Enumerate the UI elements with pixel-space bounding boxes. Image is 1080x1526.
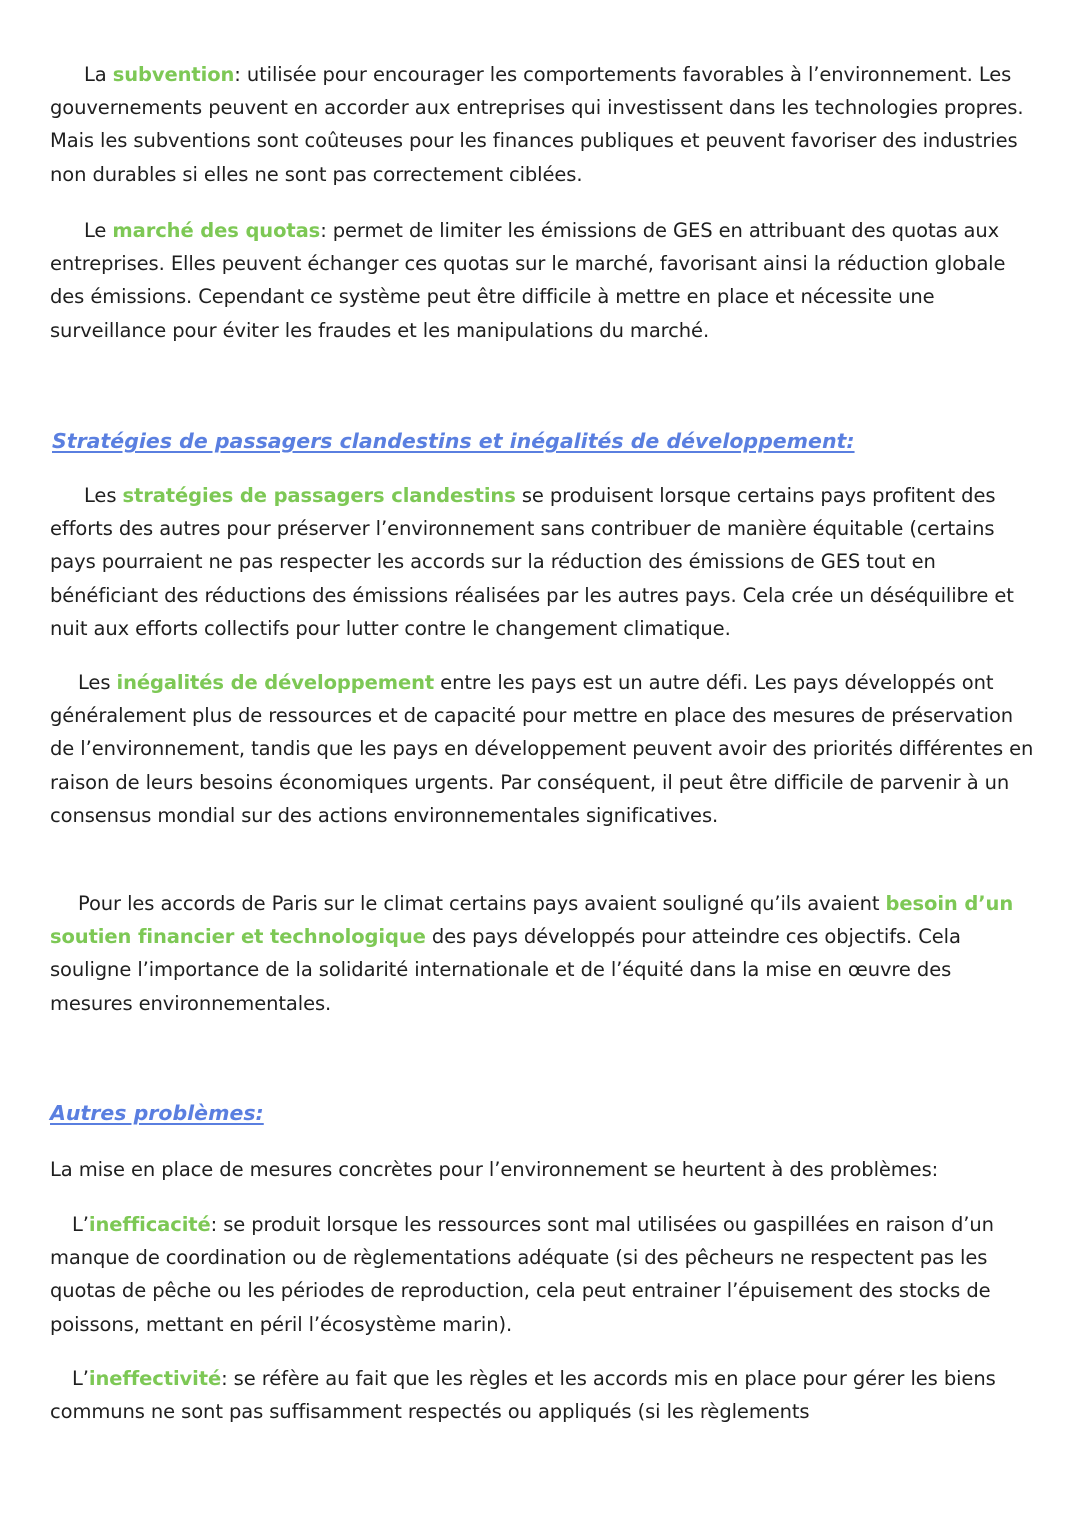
section-heading-autres-problemes: Autres problèmes: xyxy=(50,1101,264,1125)
highlight-term: inefficacité xyxy=(88,1213,211,1236)
highlight-term: ineffectivité xyxy=(88,1367,222,1390)
paragraph-inefficacite: L’inefficacité: se produit lorsque les ressources sont mal utilisées ou gaspillées en raison d’un manque de coordination ou de règlementations adéquate (si des pêcheurs ne respectent pas les quotas de pêche ou les périodes de reproduction, cela peut entrainer l’épuisement des stocks de poissons, mettant en péril l’écosystème marin). xyxy=(50,1213,994,1336)
paragraph-marche-quotas: Le marché des quotas: permet de limiter les émissions de GES en attribuant des quotas aux entreprises. Elles peuvent échanger ces quotas sur le marché, favorisant ainsi la réduction globale des émissions. Cependant ce système peut être difficile à mettre en place et nécessite une surveillance pour éviter les fraudes et les manipulations du marché. xyxy=(50,219,1006,342)
paragraph-accords-paris: Pour les accords de Paris sur le climat certains pays avaient souligné qu’ils avaient besoin d’un soutien financier et technologique des pays développés pour atteindre ces objectifs. Cela souligne l’importance de la solidarité internationale et de l’équité dans la mise en œuvre des mesures environnementales. xyxy=(50,892,1014,1015)
paragraph-subvention: La subvention: utilisée pour encourager les comportements favorables à l’environnement. Les gouvernements peuvent en accorder aux entreprises qui investissent dans les technologies propres. Mais les subventions sont coûteuses pour les finances publiques et peuvent favoriser des industries non durables si elles ne sont pas correctement ciblées. xyxy=(50,63,1024,186)
paragraph-intro-problemes: La mise en place de mesures concrètes pour l’environnement se heurtent à des problèmes: xyxy=(50,1158,939,1181)
highlight-term: marché des quotas xyxy=(112,219,321,242)
paragraph-passagers-clandestins: Les stratégies de passagers clandestins se produisent lorsque certains pays profitent des efforts des autres pour préserver l’environnement sans contribuer de manière équitable (certains pays pourraient ne pas respecter les accords sur la réduction des émissions de GES tout en bénéficiant des réductions des émissions réalisées par les autres pays. Cela crée un déséquilibre et nuit aux efforts collectifs pour lutter contre le changement climatique. xyxy=(50,484,1014,640)
section-heading-passagers-clandestins: Stratégies de passagers clandestins et inégalités de développement: xyxy=(52,429,855,453)
highlight-term: inégalités de développement xyxy=(116,671,435,694)
paragraph-ineffectivite: L’ineffectivité: se réfère au fait que les règles et les accords mis en place pour gérer les biens communs ne sont pas suffisamment respectés ou appliqués (si les règlements xyxy=(50,1367,996,1424)
paragraph-inegalites: Les inégalités de développement entre les pays est un autre défi. Les pays développés ont généralement plus de ressources et de capacité pour mettre en place des mesures de préservation de l’environnement, tandis que les pays en développement peuvent avoir des priorités différentes en raison de leurs besoins économiques urgents. Par conséquent, il peut être difficile de parvenir à un consensus mondial sur des actions environnementales significatives. xyxy=(50,671,1034,827)
highlight-term: besoin d’un soutien financier et technologique xyxy=(50,892,1014,949)
highlight-term: stratégies de passagers clandestins xyxy=(122,484,516,507)
highlight-term: subvention xyxy=(112,63,235,86)
